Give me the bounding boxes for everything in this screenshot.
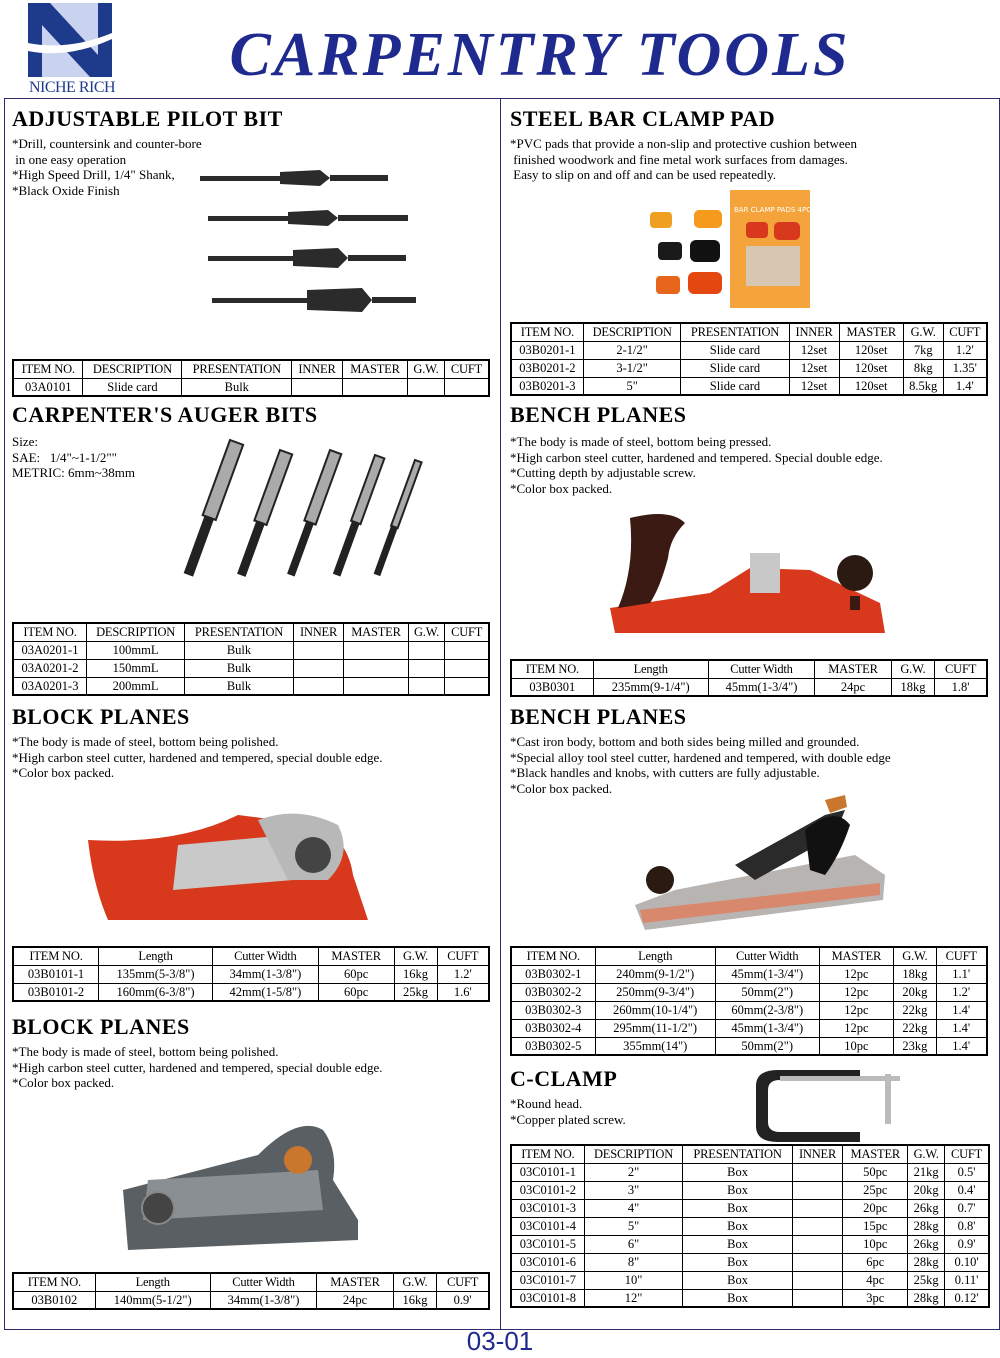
table-cell: 1.6' bbox=[437, 983, 489, 1001]
table-cell: 12set bbox=[789, 377, 839, 395]
table-cell: 24pc bbox=[815, 678, 891, 696]
col-header: PRESENTATION bbox=[185, 623, 294, 641]
table-cell bbox=[792, 1181, 843, 1199]
section-bench-planes-2 bbox=[510, 704, 990, 796]
col-header: DESCRIPTION bbox=[83, 360, 182, 378]
table-cell: 10pc bbox=[843, 1235, 908, 1253]
table-header-row bbox=[511, 323, 987, 341]
table-cell: 1.8' bbox=[935, 678, 987, 696]
table-row bbox=[511, 983, 987, 1001]
table-cell: 34mm(1-3/8") bbox=[210, 1291, 317, 1309]
col-header: G.W. bbox=[408, 623, 445, 641]
table-row bbox=[511, 1289, 989, 1307]
section-description: *The body is made of steel, bottom being polished. *High carbon steel cutter, hardened and tempered, special double edge. *Color box packed. bbox=[12, 1044, 383, 1090]
table-cell: 7kg bbox=[903, 341, 943, 359]
col-header: CUFT bbox=[935, 660, 987, 678]
col-header: Length bbox=[95, 1273, 210, 1291]
table-cell bbox=[792, 1199, 843, 1217]
logo-text: NICHE RICH bbox=[28, 79, 116, 96]
table-cell: 12pc bbox=[819, 983, 893, 1001]
table-cell: 140mm(5-1/2") bbox=[95, 1291, 210, 1309]
package-label: BAR CLAMP PADS 4PC. SET bbox=[734, 206, 829, 214]
table-cell: Bulk bbox=[185, 659, 294, 677]
table-cell: 1.2' bbox=[437, 965, 489, 983]
col-header: ITEM NO. bbox=[13, 1273, 95, 1291]
table-cell: 25pc bbox=[843, 1181, 908, 1199]
page-header bbox=[0, 0, 1000, 100]
table-row bbox=[13, 965, 489, 983]
section-title: STEEL BAR CLAMP PAD bbox=[510, 106, 776, 131]
column-divider bbox=[500, 98, 501, 1330]
table-cell: 50mm(2") bbox=[715, 1037, 819, 1055]
pilot-bit-table bbox=[12, 359, 490, 397]
section-title: CARPENTER'S AUGER BITS bbox=[12, 402, 318, 427]
table-row bbox=[511, 1235, 989, 1253]
section-bench-planes-1 bbox=[510, 402, 990, 496]
bench-plane-red-photo bbox=[610, 508, 885, 636]
table-cell: 355mm(14") bbox=[595, 1037, 715, 1055]
table-cell: Box bbox=[683, 1271, 792, 1289]
table-cell: 1.2' bbox=[943, 341, 987, 359]
table-cell: 26kg bbox=[908, 1199, 945, 1217]
table-cell bbox=[444, 378, 489, 396]
table-cell: 12pc bbox=[819, 1001, 893, 1019]
table-header-row bbox=[511, 1145, 989, 1163]
table-cell: 8.5kg bbox=[903, 377, 943, 395]
table-cell: 03B0102 bbox=[13, 1291, 95, 1309]
table-cell: 60pc bbox=[318, 965, 394, 983]
table-cell: 10" bbox=[584, 1271, 683, 1289]
col-header: Cutter Width bbox=[715, 947, 819, 965]
table-cell bbox=[792, 1253, 843, 1271]
table-cell: 45mm(1-3/4") bbox=[715, 1019, 819, 1037]
table-cell: 3-1/2" bbox=[583, 359, 681, 377]
table-cell bbox=[445, 659, 489, 677]
col-header: Length bbox=[593, 660, 708, 678]
table-cell: Slide card bbox=[681, 377, 789, 395]
block-plane-gray-photo bbox=[118, 1110, 368, 1255]
table-cell: Slide card bbox=[681, 359, 789, 377]
section-description: *PVC pads that provide a non-slip and protective cushion between finished woodwork and fine metal work surfaces from damages. Easy to slip on and off and can be used repeatedly. bbox=[510, 136, 857, 182]
table-cell: 28kg bbox=[908, 1253, 945, 1271]
table-cell: 03B0301 bbox=[511, 678, 593, 696]
col-header: INNER bbox=[292, 360, 343, 378]
table-cell: 16kg bbox=[393, 1291, 436, 1309]
bench-plane-cast-photo bbox=[635, 795, 885, 935]
table-cell: 03A0201-2 bbox=[13, 659, 87, 677]
table-header-row bbox=[13, 1273, 489, 1291]
table-cell: Slide card bbox=[681, 341, 789, 359]
table-cell: 50pc bbox=[843, 1163, 908, 1181]
table-cell: 120set bbox=[839, 341, 903, 359]
col-header: G.W. bbox=[894, 947, 936, 965]
table-cell: 6" bbox=[584, 1235, 683, 1253]
col-header: Cutter Width bbox=[213, 947, 319, 965]
col-header: ITEM NO. bbox=[13, 623, 87, 641]
col-header: ITEM NO. bbox=[13, 947, 99, 965]
table-cell: 03C0101-7 bbox=[511, 1271, 584, 1289]
section-description: Size: SAE: 1/4"~1-1/2"" METRIC: 6mm~38mm bbox=[12, 434, 135, 480]
table-cell: Bulk bbox=[185, 641, 294, 659]
section-clamp-pad bbox=[510, 106, 990, 183]
table-cell: 18kg bbox=[891, 678, 934, 696]
table-cell: 5" bbox=[584, 1217, 683, 1235]
table-cell: 235mm(9-1/4") bbox=[593, 678, 708, 696]
col-header: MASTER bbox=[318, 947, 394, 965]
table-cell bbox=[342, 378, 407, 396]
table-cell bbox=[344, 641, 408, 659]
table-cell: 1.35' bbox=[943, 359, 987, 377]
table-cell: 28kg bbox=[908, 1289, 945, 1307]
table-cell: 21kg bbox=[908, 1163, 945, 1181]
table-cell: 26kg bbox=[908, 1235, 945, 1253]
table-cell: 50mm(2") bbox=[715, 983, 819, 1001]
table-cell bbox=[408, 659, 445, 677]
section-title: BENCH PLANES bbox=[510, 704, 687, 729]
col-header: CUFT bbox=[945, 1145, 989, 1163]
col-header: DESCRIPTION bbox=[583, 323, 681, 341]
section-title: BENCH PLANES bbox=[510, 402, 687, 427]
niche-rich-logo bbox=[22, 3, 118, 95]
auger-bits-photo bbox=[200, 440, 440, 590]
col-header: CUFT bbox=[444, 360, 489, 378]
table-cell: 03C0101-2 bbox=[511, 1181, 584, 1199]
table-cell bbox=[792, 1271, 843, 1289]
col-header: INNER bbox=[789, 323, 839, 341]
table-cell bbox=[792, 1235, 843, 1253]
table-cell: 135mm(5-3/8") bbox=[99, 965, 213, 983]
table-cell: Bulk bbox=[185, 677, 294, 695]
col-header: ITEM NO. bbox=[511, 947, 595, 965]
table-cell: 8" bbox=[584, 1253, 683, 1271]
table-cell: 25kg bbox=[908, 1271, 945, 1289]
table-cell: 0.9' bbox=[437, 1291, 489, 1309]
table-header-row bbox=[13, 360, 489, 378]
table-row bbox=[13, 983, 489, 1001]
col-header: ITEM NO. bbox=[13, 360, 83, 378]
col-header: CUFT bbox=[445, 623, 489, 641]
table-cell: 240mm(9-1/2") bbox=[595, 965, 715, 983]
table-cell: 12set bbox=[789, 359, 839, 377]
table-row bbox=[511, 1199, 989, 1217]
col-header: G.W. bbox=[407, 360, 444, 378]
table-cell: 1.1' bbox=[936, 965, 987, 983]
col-header: MASTER bbox=[317, 1273, 393, 1291]
table-cell bbox=[292, 378, 343, 396]
table-cell: 1.2' bbox=[936, 983, 987, 1001]
col-header: PRESENTATION bbox=[683, 1145, 792, 1163]
section-title: ADJUSTABLE PILOT BIT bbox=[12, 106, 283, 131]
col-header: MASTER bbox=[843, 1145, 908, 1163]
col-header: G.W. bbox=[394, 947, 437, 965]
table-cell bbox=[407, 378, 444, 396]
col-header: Length bbox=[595, 947, 715, 965]
table-cell: 0.9' bbox=[945, 1235, 989, 1253]
table-cell bbox=[408, 677, 445, 695]
table-cell: 20kg bbox=[894, 983, 936, 1001]
table-cell: 0.7' bbox=[945, 1199, 989, 1217]
clamp-pad-table bbox=[510, 322, 988, 396]
table-cell: 03B0101-2 bbox=[13, 983, 99, 1001]
table-cell: 42mm(1-5/8") bbox=[213, 983, 319, 1001]
table-header-row bbox=[13, 623, 489, 641]
table-cell bbox=[344, 677, 408, 695]
table-cell: 16kg bbox=[394, 965, 437, 983]
table-cell bbox=[344, 659, 408, 677]
table-cell: 0.8' bbox=[945, 1217, 989, 1235]
section-description: *Round head. *Copper plated screw. bbox=[510, 1096, 626, 1127]
table-cell: 120set bbox=[839, 359, 903, 377]
table-row bbox=[511, 341, 987, 359]
table-cell: 12pc bbox=[819, 1019, 893, 1037]
table-cell: 24pc bbox=[317, 1291, 393, 1309]
table-cell: 03B0302-5 bbox=[511, 1037, 595, 1055]
table-row bbox=[511, 1217, 989, 1235]
table-cell: 295mm(11-1/2") bbox=[595, 1019, 715, 1037]
table-header-row bbox=[511, 660, 987, 678]
col-header: MASTER bbox=[819, 947, 893, 965]
section-block-planes-1 bbox=[12, 704, 492, 781]
table-cell: 250mm(9-3/4") bbox=[595, 983, 715, 1001]
table-row bbox=[13, 677, 489, 695]
table-cell: 1.4' bbox=[943, 377, 987, 395]
col-header: ITEM NO. bbox=[511, 1145, 584, 1163]
table-cell bbox=[792, 1289, 843, 1307]
table-cell: 03A0201-3 bbox=[13, 677, 87, 695]
table-cell: 1.4' bbox=[936, 1037, 987, 1055]
table-row bbox=[511, 1019, 987, 1037]
table-cell: 1.4' bbox=[936, 1019, 987, 1037]
col-header: G.W. bbox=[903, 323, 943, 341]
table-cell: 03B0101-1 bbox=[13, 965, 99, 983]
table-cell: 120set bbox=[839, 377, 903, 395]
table-cell bbox=[293, 677, 343, 695]
section-title: BLOCK PLANES bbox=[12, 1014, 190, 1039]
table-row bbox=[511, 359, 987, 377]
pilot-bit-photo bbox=[200, 160, 420, 335]
bench-planes-1-table bbox=[510, 659, 988, 697]
col-header: Cutter Width bbox=[210, 1273, 317, 1291]
table-cell: 03B0302-2 bbox=[511, 983, 595, 1001]
table-cell: 260mm(10-1/4") bbox=[595, 1001, 715, 1019]
col-header: INNER bbox=[293, 623, 343, 641]
table-row bbox=[511, 1181, 989, 1199]
table-row bbox=[511, 377, 987, 395]
table-cell: 18kg bbox=[894, 965, 936, 983]
table-cell: 22kg bbox=[894, 1019, 936, 1037]
table-cell: 20kg bbox=[908, 1181, 945, 1199]
table-row bbox=[13, 378, 489, 396]
col-header: DESCRIPTION bbox=[584, 1145, 683, 1163]
table-cell: Box bbox=[683, 1235, 792, 1253]
table-cell: 03B0302-4 bbox=[511, 1019, 595, 1037]
table-cell: 6pc bbox=[843, 1253, 908, 1271]
table-cell: 22kg bbox=[894, 1001, 936, 1019]
table-row bbox=[511, 1163, 989, 1181]
table-header-row bbox=[511, 947, 987, 965]
col-header: PRESENTATION bbox=[681, 323, 789, 341]
col-header: INNER bbox=[792, 1145, 843, 1163]
table-row bbox=[13, 659, 489, 677]
col-header: CUFT bbox=[936, 947, 987, 965]
table-cell bbox=[293, 641, 343, 659]
page-title: CARPENTRY TOOLS bbox=[229, 21, 851, 89]
col-header: ITEM NO. bbox=[511, 323, 583, 341]
table-cell: 45mm(1-3/4") bbox=[708, 678, 815, 696]
table-cell: Box bbox=[683, 1181, 792, 1199]
section-block-planes-2 bbox=[12, 1014, 492, 1091]
table-row bbox=[511, 1253, 989, 1271]
table-cell: Box bbox=[683, 1199, 792, 1217]
table-cell: 03B0201-3 bbox=[511, 377, 583, 395]
table-row bbox=[511, 965, 987, 983]
table-cell: 4" bbox=[584, 1199, 683, 1217]
table-cell: 200mmL bbox=[87, 677, 185, 695]
table-cell: 03C0101-5 bbox=[511, 1235, 584, 1253]
table-row bbox=[511, 1001, 987, 1019]
table-cell: 03B0201-2 bbox=[511, 359, 583, 377]
table-row bbox=[511, 1037, 987, 1055]
table-cell bbox=[445, 677, 489, 695]
section-description: *Cast iron body, bottom and both sides being milled and grounded. *Special alloy tool steel cutter, hardened and tempered, with double edge *Black handles and knobs, with cutters are fully adjustable. *Color box packed. bbox=[510, 734, 891, 796]
table-cell: 34mm(1-3/8") bbox=[213, 965, 319, 983]
table-cell: 03C0101-3 bbox=[511, 1199, 584, 1217]
table-cell: 0.12' bbox=[945, 1289, 989, 1307]
c-clamp-table bbox=[510, 1144, 990, 1308]
page-number: 03-01 bbox=[466, 1326, 534, 1356]
table-cell bbox=[792, 1163, 843, 1181]
table-cell: 12" bbox=[584, 1289, 683, 1307]
col-header: CUFT bbox=[437, 947, 489, 965]
section-description: *The body is made of steel, bottom being polished. *High carbon steel cutter, hardened and tempered, special double edge. *Color box packed. bbox=[12, 734, 383, 780]
table-cell: 03A0101 bbox=[13, 378, 83, 396]
bench-planes-2-table bbox=[510, 946, 988, 1056]
table-cell: 03A0201-1 bbox=[13, 641, 87, 659]
table-cell: 5" bbox=[583, 377, 681, 395]
table-cell bbox=[445, 641, 489, 659]
c-clamp-photo bbox=[750, 1066, 910, 1144]
col-header: Cutter Width bbox=[708, 660, 815, 678]
table-cell: 03C0101-1 bbox=[511, 1163, 584, 1181]
table-cell: Box bbox=[683, 1289, 792, 1307]
table-cell: 3pc bbox=[843, 1289, 908, 1307]
col-header: MASTER bbox=[342, 360, 407, 378]
table-cell: 03C0101-4 bbox=[511, 1217, 584, 1235]
auger-bits-table bbox=[12, 622, 490, 696]
clamp-pad-photo bbox=[650, 190, 829, 310]
table-cell: 12pc bbox=[819, 965, 893, 983]
table-cell: 45mm(1-3/4") bbox=[715, 965, 819, 983]
section-description: *The body is made of steel, bottom being pressed. *High carbon steel cutter, hardened and tempered. Special double edge. *Cutting depth by adjustable screw. *Color box packed. bbox=[510, 434, 883, 496]
table-cell: 0.10' bbox=[945, 1253, 989, 1271]
table-cell: 60mm(2-3/8") bbox=[715, 1001, 819, 1019]
table-cell: 4pc bbox=[843, 1271, 908, 1289]
table-cell: Bulk bbox=[182, 378, 292, 396]
table-cell bbox=[792, 1217, 843, 1235]
table-cell: Slide card bbox=[83, 378, 182, 396]
table-cell: 28kg bbox=[908, 1217, 945, 1235]
table-cell: 03B0302-1 bbox=[511, 965, 595, 983]
table-cell: Box bbox=[683, 1253, 792, 1271]
table-cell: 15pc bbox=[843, 1217, 908, 1235]
col-header: MASTER bbox=[839, 323, 903, 341]
table-cell bbox=[408, 641, 445, 659]
table-cell: 0.11' bbox=[945, 1271, 989, 1289]
table-row bbox=[13, 1291, 489, 1309]
table-header-row bbox=[13, 947, 489, 965]
table-cell: 03B0302-3 bbox=[511, 1001, 595, 1019]
col-header: PRESENTATION bbox=[182, 360, 292, 378]
table-cell: Box bbox=[683, 1217, 792, 1235]
section-title: C-CLAMP bbox=[510, 1066, 618, 1091]
table-cell: 0.4' bbox=[945, 1181, 989, 1199]
table-cell: 100mmL bbox=[87, 641, 185, 659]
table-cell: 3" bbox=[584, 1181, 683, 1199]
col-header: Length bbox=[99, 947, 213, 965]
col-header: CUFT bbox=[943, 323, 987, 341]
table-cell: 8kg bbox=[903, 359, 943, 377]
col-header: DESCRIPTION bbox=[87, 623, 185, 641]
table-cell: 60pc bbox=[318, 983, 394, 1001]
col-header: G.W. bbox=[891, 660, 934, 678]
table-cell: 03C0101-6 bbox=[511, 1253, 584, 1271]
table-cell: 12set bbox=[789, 341, 839, 359]
table-cell: 2-1/2" bbox=[583, 341, 681, 359]
table-cell: 2" bbox=[584, 1163, 683, 1181]
table-cell bbox=[293, 659, 343, 677]
table-cell: 23kg bbox=[894, 1037, 936, 1055]
section-title: BLOCK PLANES bbox=[12, 704, 190, 729]
table-cell: 10pc bbox=[819, 1037, 893, 1055]
table-row bbox=[511, 678, 987, 696]
table-cell: 25kg bbox=[394, 983, 437, 1001]
table-row bbox=[13, 641, 489, 659]
col-header: G.W. bbox=[393, 1273, 436, 1291]
block-planes-2-table bbox=[12, 1272, 490, 1310]
table-cell: 160mm(6-3/8") bbox=[99, 983, 213, 1001]
table-cell: 150mmL bbox=[87, 659, 185, 677]
table-cell: Box bbox=[683, 1163, 792, 1181]
block-plane-red-photo bbox=[88, 805, 378, 925]
col-header: G.W. bbox=[908, 1145, 945, 1163]
block-planes-1-table bbox=[12, 946, 490, 1002]
col-header: MASTER bbox=[344, 623, 408, 641]
table-cell: 0.5' bbox=[945, 1163, 989, 1181]
table-cell: 03C0101-8 bbox=[511, 1289, 584, 1307]
table-cell: 20pc bbox=[843, 1199, 908, 1217]
table-row bbox=[511, 1271, 989, 1289]
col-header: MASTER bbox=[815, 660, 891, 678]
col-header: CUFT bbox=[437, 1273, 489, 1291]
table-cell: 1.4' bbox=[936, 1001, 987, 1019]
section-description: *Drill, countersink and counter-bore in one easy operation *High Speed Drill, 1/4" Shank, *Black Oxide Finish bbox=[12, 136, 202, 198]
table-cell: 03B0201-1 bbox=[511, 341, 583, 359]
col-header: ITEM NO. bbox=[511, 660, 593, 678]
